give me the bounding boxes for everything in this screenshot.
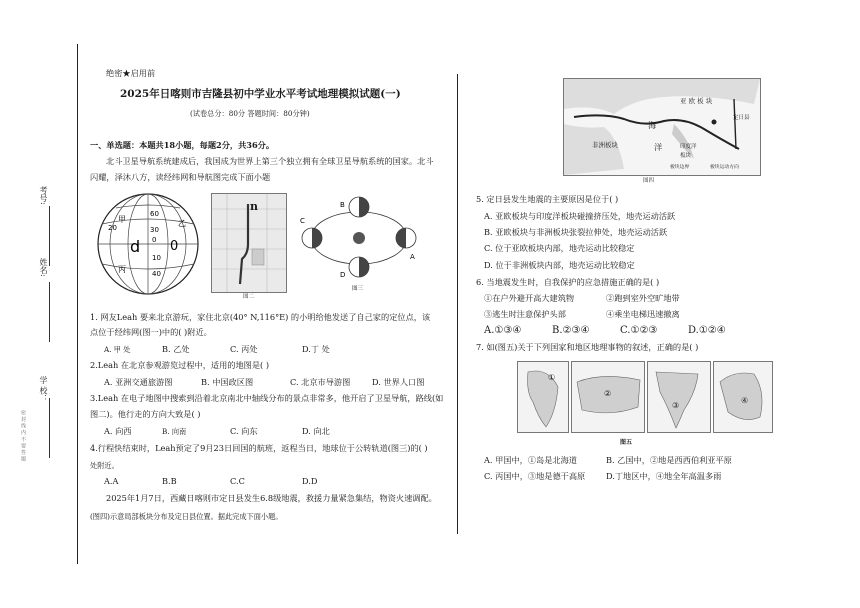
fig4-eurasia-label: 亚 欧 板 块 [680, 97, 713, 105]
q3-line-1: 3.Leah 在电子地图中搜索到沿着北京南北中轴线分布的景点非常多，他开启了卫星导航，路线(如 [90, 393, 444, 403]
q2-option-a[interactable]: A. 亚洲交通旅游图 [104, 377, 173, 387]
figure-3-orbit [296, 193, 422, 293]
fig3-caption: 图三 [352, 286, 364, 292]
q1-line-2: 点位于经纬网(图一)中的( )附近。 [90, 327, 212, 337]
q6-item-4: ④乘坐电梯迅速撤离 [606, 309, 680, 319]
fig3-label-d: D [340, 271, 346, 279]
q5-option-a[interactable]: A. 亚欧板块与印度洋板块碰撞挤压处，地壳运动活跃 [484, 211, 676, 221]
figure-5-map-bing [647, 361, 711, 433]
fig4-legend-motion: 板块运动方向 [710, 165, 739, 170]
q7-stem: 7. 如(图五)关于下列国家和地区地理事物的叙述，正确的是( ) [476, 342, 699, 352]
q4-option-b[interactable]: B.B [162, 476, 177, 486]
intro-line-2: 闪耀，泽沐八方，读经纬网和导航图完成下面小题 [90, 172, 271, 182]
dingri-marker [712, 120, 717, 125]
q5-option-b[interactable]: B. 亚欧板块与非洲板块张裂拉伸处，地壳运动活跃 [484, 227, 668, 237]
figure-1-graticule [88, 190, 206, 298]
fig3-label-b: B [340, 201, 345, 209]
q6-option-c[interactable]: C.①②③ [620, 325, 658, 336]
passage-line-2: (图四)示意局部板块分布及定日县位置。据此完成下面小题。 [90, 512, 283, 521]
q4-line-1: 4.行程快结束时，Leah预定了9月23日回国的航班，返程当日，地球位于公转轨道(图三)的( ) [90, 443, 428, 453]
q6-option-b[interactable]: B.②③④ [552, 325, 590, 336]
name-line[interactable] [49, 282, 50, 342]
q4-option-d[interactable]: D.D [302, 476, 318, 486]
fig3-label-c: C [300, 217, 305, 225]
fig4-legend-boundary: 板块边界 [670, 165, 690, 170]
school-line[interactable] [49, 398, 50, 458]
fig4-hai-label: 海 [648, 120, 657, 130]
q6-option-d[interactable]: D.①②④ [688, 325, 726, 336]
q4-line-2: 处附近。 [90, 461, 119, 470]
fig1-n40: 40 [152, 270, 161, 278]
fig1-n0: 0 [152, 236, 157, 244]
fig4-africa-label: 非洲板块 [592, 141, 618, 149]
figure-5-map-jia [517, 361, 569, 433]
q5-stem: 5. 定日县发生地震的主要原因是位于( ) [476, 194, 619, 204]
q2-option-b[interactable]: B. 中国政区图 [201, 377, 254, 387]
q7-option-b[interactable]: B. 乙国中，②地是西西伯利亚平原 [606, 455, 732, 465]
fig2-caption: 图二 [243, 294, 255, 300]
q6-item-2: ②跑到室外空旷地带 [606, 293, 680, 303]
fig1-n60: 60 [150, 210, 159, 218]
q3-option-d[interactable]: D. 向北 [302, 426, 330, 436]
fig1-bing: 丙 [118, 265, 126, 274]
fig4-indian-label: 印度洋 [680, 144, 697, 150]
page-title: 2025年日喀则市吉隆县初中学业水平考试地理模拟试题(一) [120, 88, 401, 100]
q4-option-a[interactable]: A.A [104, 476, 119, 486]
fig5-caption: 图五 [620, 439, 633, 446]
q2-option-d[interactable]: D. 世界人口图 [372, 377, 425, 387]
q2-option-c[interactable]: C. 北京市导游图 [290, 377, 351, 387]
q6-item-3: ③逃生时注意保护头部 [484, 309, 566, 319]
q7-option-a[interactable]: A. 甲国中，①岛是北海道 [484, 455, 577, 465]
fig4-caption: 图四 [643, 178, 655, 184]
fig1-yi: 乙 [178, 219, 186, 228]
fig4-plate-label: 板块 [680, 153, 692, 159]
q5-option-d[interactable]: D. 位于非洲板块内部，地壳运动比较稳定 [484, 260, 635, 270]
q1-option-c[interactable]: C. 丙处 [230, 344, 258, 354]
q7-option-d[interactable]: D.丁地区中，④地全年高温多雨 [606, 471, 722, 481]
figure-2-map [211, 193, 287, 293]
fig3-label-a: A [410, 253, 415, 261]
binding-line [77, 44, 78, 564]
q1-option-a[interactable]: A. 甲 处 [104, 345, 131, 354]
q3-option-b[interactable]: B. 向南 [162, 427, 187, 436]
exam-no-line[interactable] [49, 206, 50, 266]
fig5-num-4: ④ [741, 395, 749, 405]
name-label: 姓名: [39, 258, 48, 277]
q3-option-c[interactable]: C. 向东 [230, 426, 258, 436]
fig4-ocean-label: 洋 [654, 142, 663, 152]
fig5-num-1: ① [548, 372, 556, 382]
q1-option-d[interactable]: D.丁 处 [302, 344, 330, 354]
q5-option-c[interactable]: C. 位于亚欧板块内部，地壳运动比较稳定 [484, 243, 635, 253]
q3-line-2: 图二)。他行走的方向大致是( ) [90, 409, 201, 419]
school-label: 学 校： [39, 376, 48, 403]
q1-line-1: 1. 网友Leah 要来北京游玩，家住北京(40° N,116°E) 的小明给他发送了自己家的定位点，该 [90, 312, 431, 322]
exam-no-label: 考号: [39, 186, 48, 205]
fig4-dingri-label: 定日县 [733, 115, 750, 121]
fig1-o: 0 [170, 239, 179, 254]
q3-option-a[interactable]: A. 向西 [104, 426, 132, 436]
fig1-jia: 甲 [118, 215, 126, 224]
fig1-d: d [130, 237, 141, 256]
q6-option-a[interactable]: A.①③④ [484, 325, 522, 336]
q7-option-c[interactable]: C. 丙国中，③地是德干高原 [484, 471, 586, 481]
q6-stem: 6. 当地震发生时，自我保护的应急措施正确的是( ) [476, 277, 660, 287]
secret-mark: 绝密★启用前 [106, 68, 156, 78]
seal-line-note: 密 封 线 内 不 要 答 题 [20, 410, 26, 462]
intro-line-1: 北斗卫星导航系统建成后，我国成为世界上第三个独立拥有全球卫星导航系统的国家。北斗 [106, 156, 434, 166]
exam-info: (试卷总分：80分 答题时间：80分钟) [190, 109, 310, 118]
q1-option-b[interactable]: B. 乙处 [162, 344, 190, 354]
q6-item-1: ①在户外避开高大建筑物 [484, 293, 575, 303]
fig5-num-2: ② [604, 388, 612, 398]
q2-stem: 2.Leah 在北京参观游览过程中，适用的地图是( ) [90, 360, 270, 370]
fig2-north-label: n [250, 200, 258, 213]
column-divider [457, 74, 458, 534]
q4-option-c[interactable]: C.C [230, 476, 245, 486]
fig1-n30: 30 [150, 226, 159, 234]
fig1-n10: 10 [152, 254, 161, 262]
fig5-num-3: ③ [672, 400, 680, 410]
passage-line-1: 2025年1月7日，西藏日喀则市定日县发生6.8级地震，救援力量紧急集结，物资火速调配。 [106, 493, 437, 503]
fig1-n20: 20 [108, 224, 117, 232]
section-heading: 一、单选题：本题共18小题，每题2分，共36分。 [90, 140, 275, 150]
